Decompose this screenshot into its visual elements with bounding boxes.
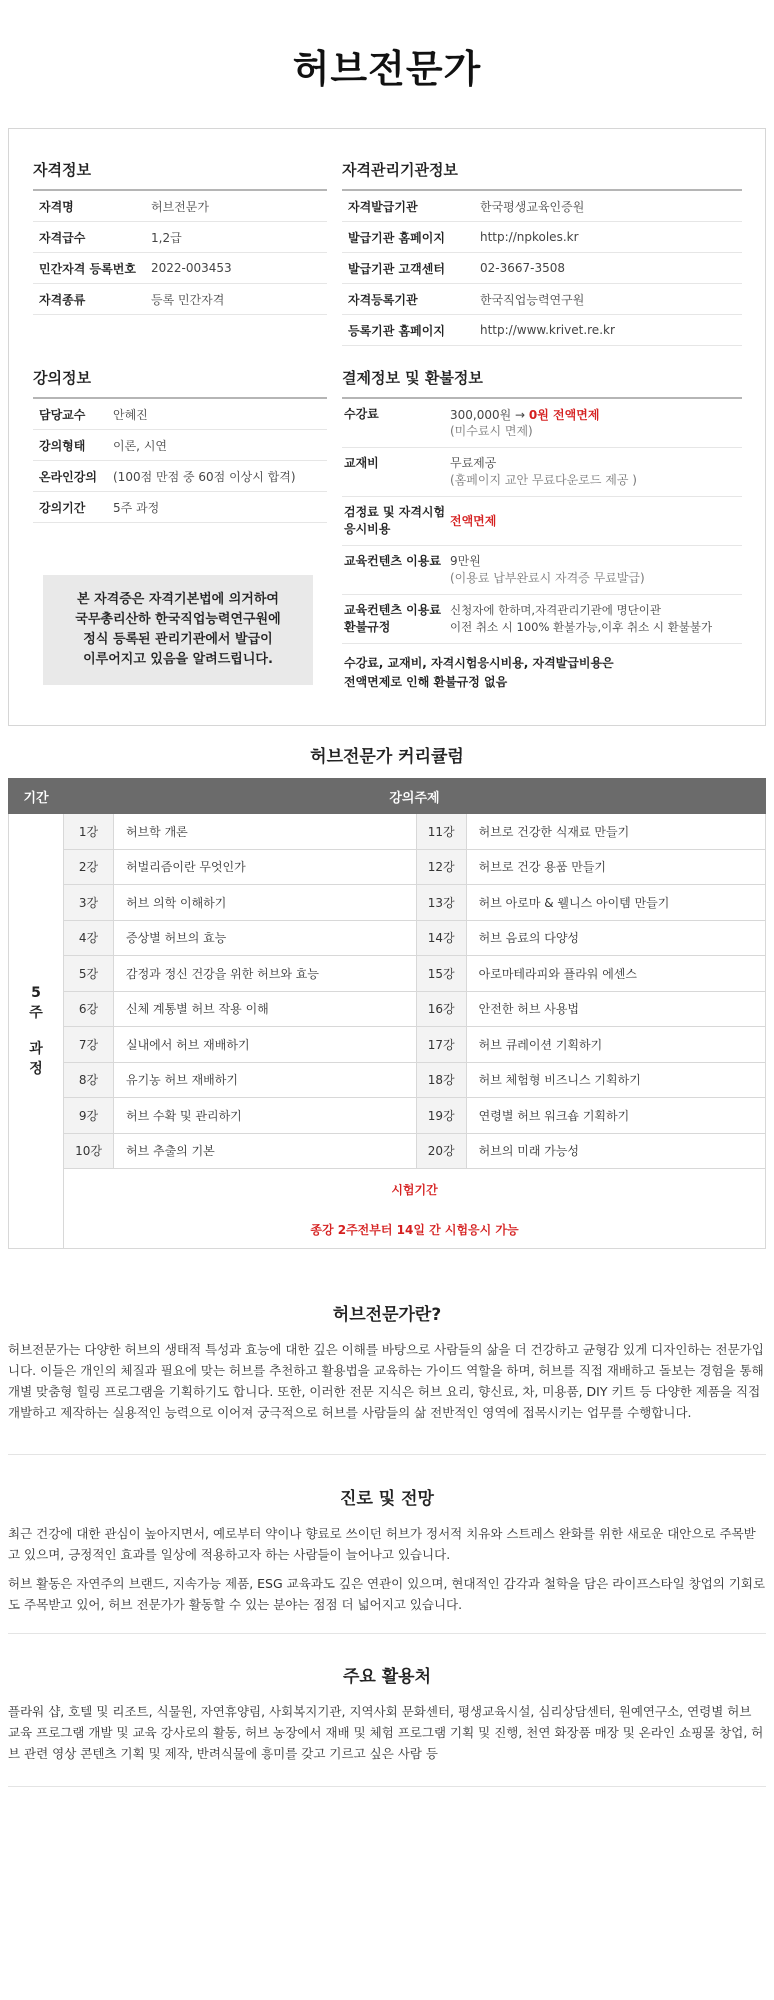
- fee-label: 수강료: [344, 407, 379, 421]
- fee-free-badge: 0원 전액면제: [528, 408, 600, 422]
- lesson-number: 13강: [416, 885, 466, 921]
- exam-cell: [64, 1169, 766, 1249]
- qualification-section: [33, 159, 327, 315]
- row-label: 자격종류: [39, 292, 86, 307]
- content-fee-row: [342, 546, 742, 595]
- table-row: [9, 814, 766, 850]
- row-label: 온라인강의: [39, 469, 97, 484]
- lesson-topic: 신체 계통별 허브 작용 이해: [114, 991, 417, 1027]
- row-label: 강의기간: [39, 500, 86, 515]
- exam-fee-value: 전액면제: [450, 514, 497, 528]
- lesson-topic: 아로마테라피와 플라워 에센스: [466, 956, 765, 992]
- row-value: 허브전문가: [151, 199, 209, 214]
- lesson-topic: 허브 추출의 기본: [114, 1133, 417, 1169]
- agency-row: [342, 284, 742, 315]
- page-title: 허브전문가: [292, 47, 482, 91]
- lecture-row: [33, 430, 327, 461]
- agency-heading: 자격관리기관정보: [342, 159, 742, 191]
- exam-fee-label-2: 응시비용: [344, 522, 391, 536]
- agency-row: [342, 253, 742, 284]
- qualification-row: [33, 222, 327, 253]
- table-row: [9, 956, 766, 992]
- curriculum-table: [8, 778, 766, 1249]
- homepage-link[interactable]: http://npkoles.kr: [480, 230, 579, 244]
- row-value: 한국직업능력연구원: [480, 292, 585, 307]
- period-text: 주: [29, 1005, 43, 1021]
- row-value: 등록 민간자격: [151, 292, 225, 307]
- agency-row: [342, 315, 742, 346]
- lesson-number: 14강: [416, 920, 466, 956]
- qualification-row: [33, 191, 327, 222]
- footer-line: 전액면제로 인해 환불규정 없음: [344, 675, 508, 689]
- row-label: 자격명: [39, 199, 74, 214]
- qualification-row: [33, 284, 327, 315]
- agency-section: [342, 159, 742, 346]
- usage-section: [8, 1662, 766, 1787]
- lesson-number: 2강: [64, 849, 114, 885]
- row-label: 자격발급기관: [348, 199, 418, 214]
- table-row: [9, 991, 766, 1027]
- row-value: 한국평생교육인증원: [480, 199, 585, 214]
- exam-fee-label: 검정료 및 자격시험: [344, 505, 446, 519]
- payment-section: [342, 367, 742, 692]
- lesson-number: 12강: [416, 849, 466, 885]
- content-fee-label: 교육컨텐츠 이용료: [344, 554, 441, 568]
- lecture-row: [33, 461, 327, 492]
- lesson-number: 10강: [64, 1133, 114, 1169]
- row-label: 자격급수: [39, 230, 86, 245]
- exam-text: 종강 2주전부터 14일 간 시험응시 가능: [310, 1222, 519, 1237]
- lesson-number: 9강: [64, 1098, 114, 1134]
- fee-note: (미수료시 면제): [450, 424, 533, 438]
- career-paragraph: 허브 활동은 자연주의 브랜드, 지속가능 제품, ESG 교육과도 깊은 연관이 있으며, 현대적인 감각과 철학을 담은 라이프스타일 창업의 기회로도 주목받고 있어, 허브 전문가가 활동할 수 있는 분야는 점점 더 넓어지고 있습니다.: [8, 1576, 766, 1612]
- period-text: 5: [31, 985, 41, 1001]
- usage-heading: 주요 활용처: [342, 1667, 432, 1687]
- table-row: [9, 1133, 766, 1169]
- agency-row: [342, 222, 742, 253]
- row-label: 강의형태: [39, 438, 86, 453]
- lesson-topic: 허브 음료의 다양성: [466, 920, 765, 956]
- lesson-number: 7강: [64, 1027, 114, 1063]
- notice-line: 국무총리산하 한국직업능력연구원에: [75, 612, 281, 627]
- qualification-heading: 자격정보: [33, 159, 327, 191]
- row-value: 1,2급: [151, 230, 182, 245]
- lesson-topic: 허브 수확 및 관리하기: [114, 1098, 417, 1134]
- about-heading: 허브전문가란?: [332, 1305, 442, 1325]
- lesson-topic: 허브로 건강 용품 만들기: [466, 849, 765, 885]
- about-section: [8, 1300, 766, 1455]
- header-topic: 강의주제: [64, 779, 766, 814]
- row-label: 등록기관 홈페이지: [348, 323, 445, 338]
- lesson-topic: 연령별 허브 워크숍 기획하기: [466, 1098, 765, 1134]
- row-value: 5주 과정: [113, 500, 160, 515]
- header-period: 기간: [9, 779, 64, 814]
- footer-line: 수강료, 교재비, 자격시험응시비용, 자격발급비용은: [344, 656, 614, 670]
- lesson-number: 20강: [416, 1133, 466, 1169]
- period-text: 과: [29, 1041, 43, 1057]
- content-fee-note: (이용료 납부완료시 자격증 무료발급): [450, 571, 645, 585]
- fee-row: [342, 399, 742, 448]
- career-heading: 진로 및 전망: [340, 1489, 434, 1509]
- lesson-number: 4강: [64, 920, 114, 956]
- lesson-topic: 허브 아로마 & 웰니스 아이템 만들기: [466, 885, 765, 921]
- material-row: [342, 448, 742, 497]
- homepage-link[interactable]: http://www.krivet.re.kr: [480, 323, 615, 337]
- fee-price: 300,000원 →: [450, 408, 526, 422]
- payment-footer: [342, 644, 742, 692]
- lesson-number: 5강: [64, 956, 114, 992]
- lesson-number: 8강: [64, 1062, 114, 1098]
- lesson-topic: 허브 큐레이션 기획하기: [466, 1027, 765, 1063]
- lesson-number: 11강: [416, 814, 466, 850]
- lesson-number: 1강: [64, 814, 114, 850]
- notice-line: 정식 등록된 관리기관에서 발급이: [83, 632, 273, 647]
- info-box: [8, 128, 766, 726]
- table-row: [9, 1027, 766, 1063]
- lesson-topic: 허브학 개론: [114, 814, 417, 850]
- lesson-topic: 허브로 건강한 식재료 만들기: [466, 814, 765, 850]
- lesson-topic: 허브의 미래 가능성: [466, 1133, 765, 1169]
- lesson-topic: 증상별 허브의 효능: [114, 920, 417, 956]
- lesson-topic: 허벌리즘이란 무엇인가: [114, 849, 417, 885]
- row-value: 이론, 시연: [113, 438, 167, 453]
- refund-label-2: 환불규정: [344, 620, 391, 634]
- about-paragraph: 허브전문가는 다양한 허브의 생태적 특성과 효능에 대한 깊은 이해를 바탕으로 사람들의 삶을 더 건강하고 균형감 있게 디자인하는 전문가입니다. 이들은 개인의 체질과 필요에 맞는 허브를 추천하고 활용법을 교육하는 가이드 역할을 하며, 허브를 직접 재배하고 돌보는 경험을 통해 개별 맞춤형 힐링 프로그램을 기획하기도 합니다. 또한, 이러한 전문 지식은 허브 요리, 향신료, 차, 미용품, DIY 키트 등 다양한 제품을 직접 개발하고 제작하는 실용적인 능력으로 이어져 궁극적으로 허브를 사람들의 삶 전반적인 영역에 접목시키는 업무를 수행합니다.: [8, 1342, 764, 1420]
- usage-paragraph: 플라워 샵, 호텔 및 리조트, 식물원, 자연휴양림, 사회복지기관, 지역사회 문화센터, 평생교육시설, 심리상담센터, 원예연구소, 연령별 허브 교육 프로그램 개발 및 교육 강사로의 활동, 허브 농장에서 재배 및 체험 프로그램 기획 및 진행, 천연 화장품 매장 및 온라인 쇼핑몰 창업, 허브 관련 영상 콘텐츠 기획 및 제작, 반려식물에 흥미를 갖고 기르고 싶은 사람 등: [8, 1704, 764, 1761]
- notice-line: 본 자격증은 자격기본법에 의거하여: [77, 592, 279, 607]
- lecture-row: [33, 492, 327, 523]
- career-paragraph: 최근 건강에 대한 관심이 높아지면서, 예로부터 약이나 향료로 쓰이던 허브가 정서적 치유와 스트레스 완화를 위한 새로운 대안으로 주목받고 있으며, 긍정적인 효과를 일상에 적용하고자 하는 사람들이 늘어나고 있습니다.: [8, 1526, 756, 1562]
- lesson-number: 16강: [416, 991, 466, 1027]
- lesson-number: 19강: [416, 1098, 466, 1134]
- refund-row: [342, 595, 742, 644]
- table-header-row: [9, 779, 766, 814]
- material-value: 무료제공: [450, 456, 497, 470]
- row-label: 발급기관 홈페이지: [348, 230, 445, 245]
- row-value: 2022-003453: [151, 261, 232, 275]
- lesson-number: 18강: [416, 1062, 466, 1098]
- exam-fee-row: [342, 497, 742, 546]
- agency-row: [342, 191, 742, 222]
- lesson-topic: 안전한 허브 사용법: [466, 991, 765, 1027]
- lecture-section: [33, 367, 327, 523]
- lesson-number: 6강: [64, 991, 114, 1027]
- row-label: 자격등록기관: [348, 292, 418, 307]
- lecture-heading: 강의정보: [33, 367, 327, 399]
- lecture-row: [33, 399, 327, 430]
- material-note: (홈페이지 교안 무료다운로드 제공 ): [450, 473, 637, 487]
- notice-line: 이루어지고 있음을 알려드립니다.: [83, 652, 273, 667]
- exam-row: [9, 1169, 766, 1249]
- period-text: 정: [29, 1061, 43, 1077]
- table-row: [9, 920, 766, 956]
- lesson-number: 17강: [416, 1027, 466, 1063]
- row-value: (100점 만점 중 60점 이상시 합격): [113, 469, 296, 484]
- career-section: [8, 1484, 766, 1634]
- payment-heading: 결제정보 및 환불정보: [342, 367, 742, 399]
- curriculum-title: 허브전문가 커리큘럼: [310, 747, 464, 767]
- qualification-row: [33, 253, 327, 284]
- table-row: [9, 1098, 766, 1134]
- row-label: 민간자격 등록번호: [39, 261, 136, 276]
- exam-title: 시험기간: [391, 1182, 438, 1197]
- row-value: 안혜진: [113, 407, 148, 422]
- refund-text-2: 이전 취소 시 100% 환불가능,이후 취소 시 환불불가: [450, 620, 713, 634]
- lesson-topic: 감정과 정신 건강을 위한 허브와 효능: [114, 956, 417, 992]
- row-label: 담당교수: [39, 407, 86, 422]
- row-label: 발급기관 고객센터: [348, 261, 445, 276]
- row-value: 02-3667-3508: [480, 261, 566, 275]
- table-row: [9, 849, 766, 885]
- lesson-topic: 허브 체험형 비즈니스 기획하기: [466, 1062, 765, 1098]
- period-cell: [9, 814, 64, 1249]
- lesson-topic: 실내에서 허브 재배하기: [114, 1027, 417, 1063]
- content-fee-value: 9만원: [450, 554, 481, 568]
- refund-label: 교육컨텐츠 이용료: [344, 603, 441, 617]
- lesson-number: 15강: [416, 956, 466, 992]
- table-row: [9, 1062, 766, 1098]
- lesson-topic: 유기농 허브 재배하기: [114, 1062, 417, 1098]
- material-label: 교재비: [344, 456, 379, 470]
- lesson-topic: 허브 의학 이해하기: [114, 885, 417, 921]
- certificate-notice: [43, 575, 313, 685]
- table-row: [9, 885, 766, 921]
- refund-text: 신청자에 한하며,자격관리기관에 명단이관: [450, 603, 661, 617]
- lesson-number: 3강: [64, 885, 114, 921]
